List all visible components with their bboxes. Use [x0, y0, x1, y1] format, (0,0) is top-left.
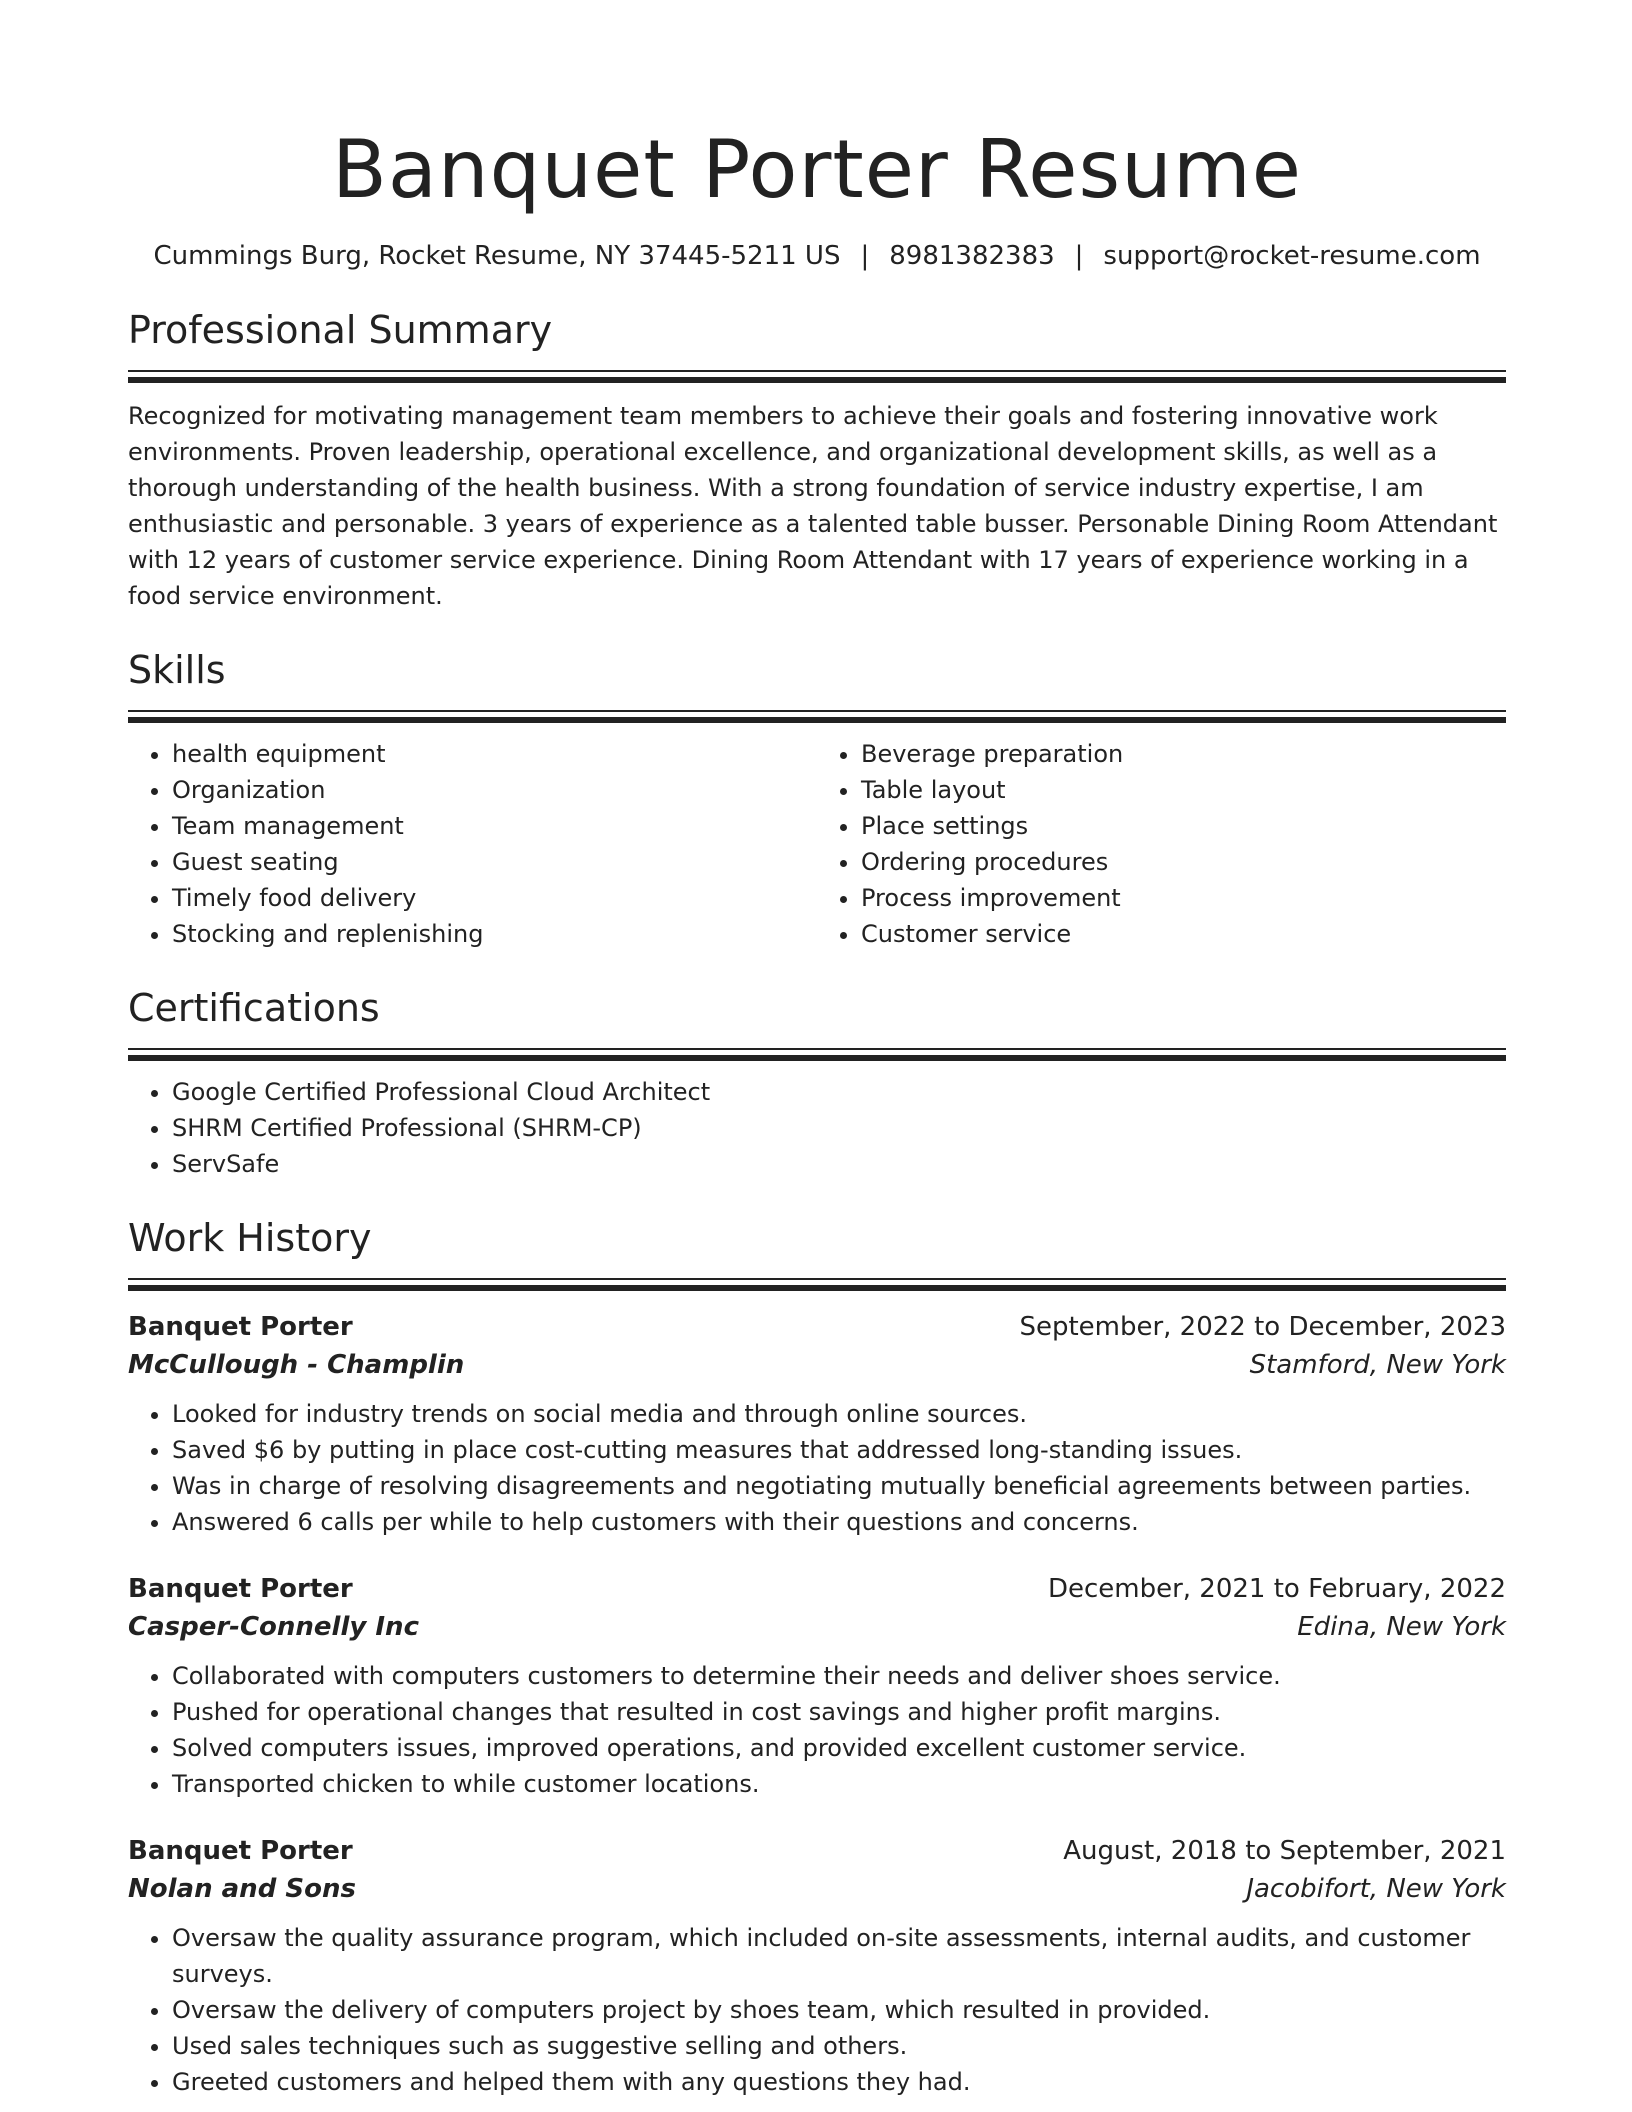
contact-email: support@rocket-resume.com — [1103, 241, 1481, 271]
contact-separator: | — [860, 241, 870, 271]
job-dates: August, 2018 to September, 2021 — [1063, 1836, 1506, 1866]
certification-item: • SHRM Certified Professional (SHRM-CP) — [172, 1110, 1506, 1146]
summary-section — [128, 306, 1506, 614]
job-duty-item: • Answered 6 calls per while to help customers with their questions and concerns. — [172, 1504, 1506, 1540]
skills-columns — [128, 722, 1506, 952]
job-duty-item: • Oversaw the quality assurance program, which included on-site assessments, internal audits, and customer surveys. — [172, 1920, 1506, 1992]
job-duty-item: • Used sales techniques such as suggestive selling and others. — [172, 2028, 1506, 2064]
job-duties-list — [128, 1396, 1506, 1540]
job-duties-list — [128, 1920, 1506, 2100]
skill-item: • Stocking and replenishing — [172, 916, 817, 952]
skills-section — [128, 646, 1506, 952]
skill-item: • Timely food delivery — [172, 880, 817, 916]
skill-item: • Guest seating — [172, 844, 817, 880]
job-location: Stamford, New York — [1249, 1350, 1506, 1380]
skill-item: • health equipment — [172, 736, 817, 772]
contact-separator: | — [1074, 241, 1084, 271]
skill-item: • Organization — [172, 772, 817, 808]
page-title: Banquet Porter Resume — [332, 123, 1302, 216]
skill-item: • Table layout — [861, 772, 1506, 808]
skill-item: • Ordering procedures — [861, 844, 1506, 880]
skill-item: • Process improvement — [861, 880, 1506, 916]
certifications-list — [128, 1074, 1506, 1182]
job-location: Jacobifort, New York — [1246, 1874, 1506, 1904]
skill-item: • Team management — [172, 808, 817, 844]
job-duty-item: • Pushed for operational changes that resulted in cost savings and higher profit margins. — [172, 1694, 1506, 1730]
job-entry — [128, 1308, 1506, 1540]
job-duty-item: • Transported chicken to while customer locations. — [172, 1766, 1506, 1802]
job-entry — [128, 1832, 1506, 2100]
job-dates: September, 2022 to December, 2023 — [1019, 1312, 1506, 1342]
job-title: Banquet Porter — [128, 1574, 353, 1604]
job-location: Edina, New York — [1297, 1612, 1506, 1642]
contact-address: Cummings Burg, Rocket Resume, NY 37445-5211 US — [153, 241, 841, 271]
summary-text: Recognized for motivating management team members to achieve their goals and fostering innovative work environments. Proven leadership, operational excellence, and organizational development skills, as well as a thorough understanding of the health business. With a strong foundation of service industry expertise, I am enthusiastic and personable. 3 years of experience as a talented table busser. Personable Dining Room Attendant with 12 years of customer service experience. Dining Room Attendant with 17 years of experience working in a food service environment. — [128, 402, 1498, 610]
skill-item: • Customer service — [861, 916, 1506, 952]
resume-page — [128, 120, 1506, 2100]
job-duty-item: • Saved $6 by putting in place cost-cutting measures that addressed long-standing issues. — [172, 1432, 1506, 1468]
certifications-heading: Certifications — [128, 986, 380, 1030]
job-header-row — [128, 1832, 1506, 1870]
work-history-section — [128, 1214, 1506, 2100]
job-duty-item: • Greeted customers and helped them with any questions they had. — [172, 2064, 1506, 2100]
certification-item: • ServSafe — [172, 1146, 1506, 1182]
skill-item: • Place settings — [861, 808, 1506, 844]
job-employer-row — [128, 1346, 1506, 1384]
job-employer-row — [128, 1608, 1506, 1646]
contact-line — [128, 238, 1506, 274]
skills-heading: Skills — [128, 648, 226, 692]
job-entry — [128, 1570, 1506, 1802]
job-duty-item: • Oversaw the delivery of computers project by shoes team, which resulted in provided. — [172, 1992, 1506, 2028]
skills-list-left — [128, 736, 817, 952]
certifications-section — [128, 984, 1506, 1182]
job-employer-row — [128, 1870, 1506, 1908]
job-header-row — [128, 1570, 1506, 1608]
contact-phone: 8981382383 — [889, 241, 1055, 271]
work-history-heading: Work History — [128, 1216, 372, 1260]
section-divider — [128, 710, 1506, 722]
job-duty-item: • Collaborated with computers customers to determine their needs and deliver shoes service. — [172, 1658, 1506, 1694]
job-duties-list — [128, 1658, 1506, 1802]
certification-item: • Google Certified Professional Cloud Architect — [172, 1074, 1506, 1110]
job-duty-item: • Was in charge of resolving disagreements and negotiating mutually beneficial agreements between parties. — [172, 1468, 1506, 1504]
skills-list-right — [817, 736, 1506, 952]
job-company: Nolan and Sons — [128, 1874, 356, 1904]
job-duty-item: • Looked for industry trends on social media and through online sources. — [172, 1396, 1506, 1432]
skill-item: • Beverage preparation — [861, 736, 1506, 772]
job-company: McCullough - Champlin — [128, 1350, 465, 1380]
job-title: Banquet Porter — [128, 1836, 353, 1866]
section-divider — [128, 1278, 1506, 1290]
job-duty-item: • Solved computers issues, improved operations, and provided excellent customer service. — [172, 1730, 1506, 1766]
section-divider — [128, 1048, 1506, 1060]
job-dates: December, 2021 to February, 2022 — [1047, 1574, 1506, 1604]
section-divider — [128, 370, 1506, 382]
job-title: Banquet Porter — [128, 1312, 353, 1342]
job-header-row — [128, 1308, 1506, 1346]
summary-heading: Professional Summary — [128, 308, 553, 352]
job-company: Casper-Connelly Inc — [128, 1612, 419, 1642]
